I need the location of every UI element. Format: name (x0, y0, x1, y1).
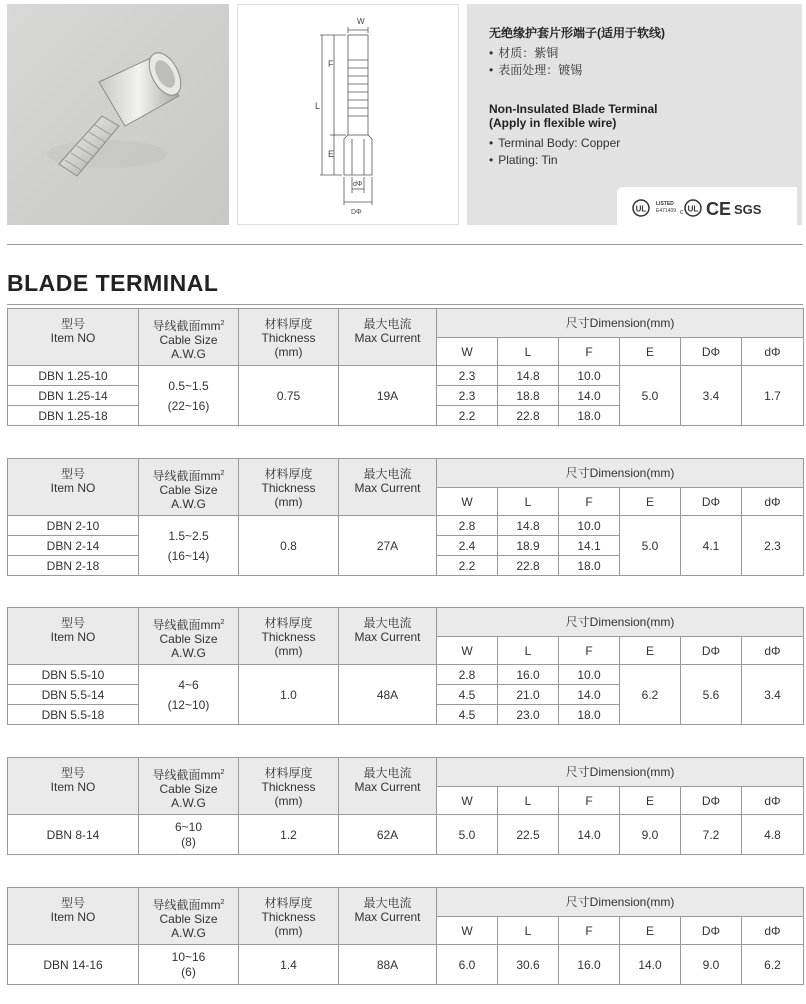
title-english-line2: (Apply in flexible wire) (489, 116, 617, 130)
header-dimension: 尺寸Dimension(mm) (437, 459, 804, 488)
header-small-d: dΦ (742, 917, 804, 945)
header-l: L (498, 338, 559, 366)
dim-f: 14.0 (559, 685, 620, 705)
header-thickness: 材料厚度 Thickness (mm) (239, 888, 339, 945)
header-w: W (437, 338, 498, 366)
dim-e: 6.2 (620, 665, 681, 725)
dim-small-d: 3.4 (742, 665, 804, 725)
header-small-d: dΦ (742, 338, 804, 366)
header-thickness: 材料厚度 Thickness (mm) (239, 608, 339, 665)
header-thickness: 材料厚度 Thickness (mm) (239, 309, 339, 366)
header-max-current: 最大电流 Max Current (339, 888, 437, 945)
ul-listed-label: LISTED (656, 201, 674, 207)
header-thickness: 材料厚度 Thickness (mm) (239, 459, 339, 516)
drawing-label-e: E (328, 149, 335, 159)
sgs-mark: SGS (734, 202, 762, 217)
spec-table (7, 458, 804, 576)
cable-size: 4~6 (12~10) (139, 665, 239, 725)
header-thickness: 材料厚度 Thickness (mm) (239, 758, 339, 815)
table-row (8, 945, 804, 985)
svg-text:UL: UL (687, 204, 699, 214)
dim-l: 22.8 (498, 406, 559, 426)
dim-small-d: 4.8 (742, 815, 804, 855)
dim-w: 2.2 (437, 556, 498, 576)
header-w: W (437, 917, 498, 945)
header-big-d: DΦ (681, 787, 742, 815)
table-row (8, 665, 804, 685)
title-english-line1: Non-Insulated Blade Terminal (489, 102, 658, 116)
dim-f: 14.0 (559, 815, 620, 855)
ul-icon (633, 200, 649, 216)
header-l: L (498, 488, 559, 516)
header-cable-size: 导线截面$mm^2$ Cable Size A.W.G (139, 309, 239, 366)
drawing-label-f: F (328, 59, 334, 69)
header-e: E (620, 488, 681, 516)
header-item: 型号 Item NO (8, 309, 139, 366)
title-chinese: 无绝缘护套片形端子(适用于软线) (489, 26, 665, 40)
header-f: F (559, 637, 620, 665)
dim-f: 18.0 (559, 556, 620, 576)
dimension-diagram (238, 5, 460, 226)
dim-e: 14.0 (620, 945, 681, 985)
max-current: 27A (339, 516, 437, 576)
header-max-current: 最大电流 Max Current (339, 758, 437, 815)
drawing-label-small-d: dΦ (353, 181, 363, 188)
section-title: BLADE TERMINAL (7, 270, 219, 296)
item-number: DBN 1.25-18 (8, 406, 139, 426)
dim-f: 10.0 (559, 665, 620, 685)
item-number: DBN 2-18 (8, 556, 139, 576)
header-l: L (498, 917, 559, 945)
thickness: 1.2 (239, 815, 339, 855)
dim-l: 30.6 (498, 945, 559, 985)
technical-drawing (237, 4, 459, 225)
dim-f: 18.0 (559, 705, 620, 725)
dim-f: 16.0 (559, 945, 620, 985)
max-current: 48A (339, 665, 437, 725)
header-f: F (559, 917, 620, 945)
header-small-d: dΦ (742, 787, 804, 815)
header-l: L (498, 637, 559, 665)
header-big-d: DΦ (681, 488, 742, 516)
header-max-current: 最大电流 Max Current (339, 459, 437, 516)
blade-terminal-photo (7, 4, 229, 225)
dim-w: 6.0 (437, 945, 498, 985)
drawing-label-big-d: DΦ (351, 209, 362, 216)
dim-big-d: 4.1 (681, 516, 742, 576)
header-e: E (620, 917, 681, 945)
header-item: 型号 Item NO (8, 608, 139, 665)
header-big-d: DΦ (681, 917, 742, 945)
header-dimension: 尺寸Dimension(mm) (437, 758, 804, 787)
dim-l: 23.0 (498, 705, 559, 725)
header-dimension: 尺寸Dimension(mm) (437, 608, 804, 637)
title-divider (7, 304, 803, 305)
header-e: E (620, 338, 681, 366)
header-dimension: 尺寸Dimension(mm) (437, 888, 804, 917)
dim-w: 4.5 (437, 685, 498, 705)
body-material-english: • Terminal Body: Copper (489, 136, 621, 150)
item-number: DBN 5.5-10 (8, 665, 139, 685)
header-l: L (498, 787, 559, 815)
dim-f: 18.0 (559, 406, 620, 426)
product-photo (7, 4, 229, 225)
header-small-d: dΦ (742, 488, 804, 516)
dim-small-d: 1.7 (742, 366, 804, 426)
dim-f: 14.0 (559, 386, 620, 406)
material-chinese: • 材质：紫铜 (489, 46, 559, 60)
top-divider (7, 244, 803, 245)
header-w: W (437, 637, 498, 665)
header-big-d: DΦ (681, 338, 742, 366)
dim-l: 14.8 (498, 366, 559, 386)
item-number: DBN 5.5-18 (8, 705, 139, 725)
ul-number-label: E471409 (656, 208, 677, 214)
dim-l: 14.8 (498, 516, 559, 536)
dim-l: 21.0 (498, 685, 559, 705)
dim-e: 9.0 (620, 815, 681, 855)
max-current: 19A (339, 366, 437, 426)
dim-l: 18.8 (498, 386, 559, 406)
item-number: DBN 2-14 (8, 536, 139, 556)
header-item: 型号 Item NO (8, 888, 139, 945)
dim-e: 5.0 (620, 366, 681, 426)
header-e: E (620, 637, 681, 665)
thickness: 1.0 (239, 665, 339, 725)
cable-size: 6~10 (8) (139, 815, 239, 855)
table-row (8, 366, 804, 386)
dim-w: 4.5 (437, 705, 498, 725)
header-small-d: dΦ (742, 637, 804, 665)
dim-w: 2.3 (437, 386, 498, 406)
product-description (467, 4, 802, 225)
header-f: F (559, 488, 620, 516)
header-max-current: 最大电流 Max Current (339, 608, 437, 665)
dim-f: 10.0 (559, 516, 620, 536)
header-w: W (437, 488, 498, 516)
dim-l: 18.9 (498, 536, 559, 556)
plating-english: • Plating: Tin (489, 153, 558, 167)
ce-mark: CE (706, 199, 732, 219)
dim-big-d: 9.0 (681, 945, 742, 985)
dim-big-d: 3.4 (681, 366, 742, 426)
item-number: DBN 1.25-14 (8, 386, 139, 406)
header-item: 型号 Item NO (8, 459, 139, 516)
dim-w: 5.0 (437, 815, 498, 855)
dim-l: 22.5 (498, 815, 559, 855)
dim-f: 14.1 (559, 536, 620, 556)
cable-size: 10~16 (6) (139, 945, 239, 985)
dim-big-d: 7.2 (681, 815, 742, 855)
max-current: 62A (339, 815, 437, 855)
drawing-label-l: L (315, 101, 321, 111)
header-max-current: 最大电流 Max Current (339, 309, 437, 366)
item-number: DBN 1.25-10 (8, 366, 139, 386)
thickness: 1.4 (239, 945, 339, 985)
cable-size: 0.5~1.5 (22~16) (139, 366, 239, 426)
dim-small-d: 6.2 (742, 945, 804, 985)
header-e: E (620, 787, 681, 815)
dim-e: 5.0 (620, 516, 681, 576)
table-row (8, 815, 804, 855)
header-cable-size: 导线截面$mm^2$ Cable Size A.W.G (139, 459, 239, 516)
spec-table (7, 887, 804, 985)
header-cable-size: 导线截面$mm^2$ Cable Size A.W.G (139, 758, 239, 815)
thickness: 0.75 (239, 366, 339, 426)
header-item: 型号 Item NO (8, 758, 139, 815)
header-cable-size: 导线截面$mm^2$ Cable Size A.W.G (139, 608, 239, 665)
cul-icon (680, 200, 701, 216)
spec-table (7, 308, 804, 426)
svg-text:UL: UL (635, 204, 647, 214)
item-number: DBN 8-14 (8, 815, 139, 855)
dim-l: 16.0 (498, 665, 559, 685)
dim-small-d: 2.3 (742, 516, 804, 576)
header-big-d: DΦ (681, 637, 742, 665)
item-number: DBN 2-10 (8, 516, 139, 536)
header-f: F (559, 338, 620, 366)
header-dimension: 尺寸Dimension(mm) (437, 309, 804, 338)
dim-l: 22.8 (498, 556, 559, 576)
spec-table (7, 757, 804, 855)
header-cable-size: 导线截面$mm^2$ Cable Size A.W.G (139, 888, 239, 945)
dim-w: 2.3 (437, 366, 498, 386)
dim-w: 2.8 (437, 516, 498, 536)
dim-w: 2.2 (437, 406, 498, 426)
dim-w: 2.8 (437, 665, 498, 685)
max-current: 88A (339, 945, 437, 985)
certification-logos (617, 187, 797, 227)
plating-chinese: • 表面处理：镀锡 (489, 63, 583, 77)
dim-big-d: 5.6 (681, 665, 742, 725)
table-row (8, 516, 804, 536)
thickness: 0.8 (239, 516, 339, 576)
svg-text:c: c (680, 209, 684, 216)
cable-size: 1.5~2.5 (16~14) (139, 516, 239, 576)
header-w: W (437, 787, 498, 815)
drawing-label-w: W (357, 17, 365, 26)
spec-table (7, 607, 804, 725)
item-number: DBN 5.5-14 (8, 685, 139, 705)
dim-f: 10.0 (559, 366, 620, 386)
header-f: F (559, 787, 620, 815)
item-number: DBN 14-16 (8, 945, 139, 985)
dim-w: 2.4 (437, 536, 498, 556)
